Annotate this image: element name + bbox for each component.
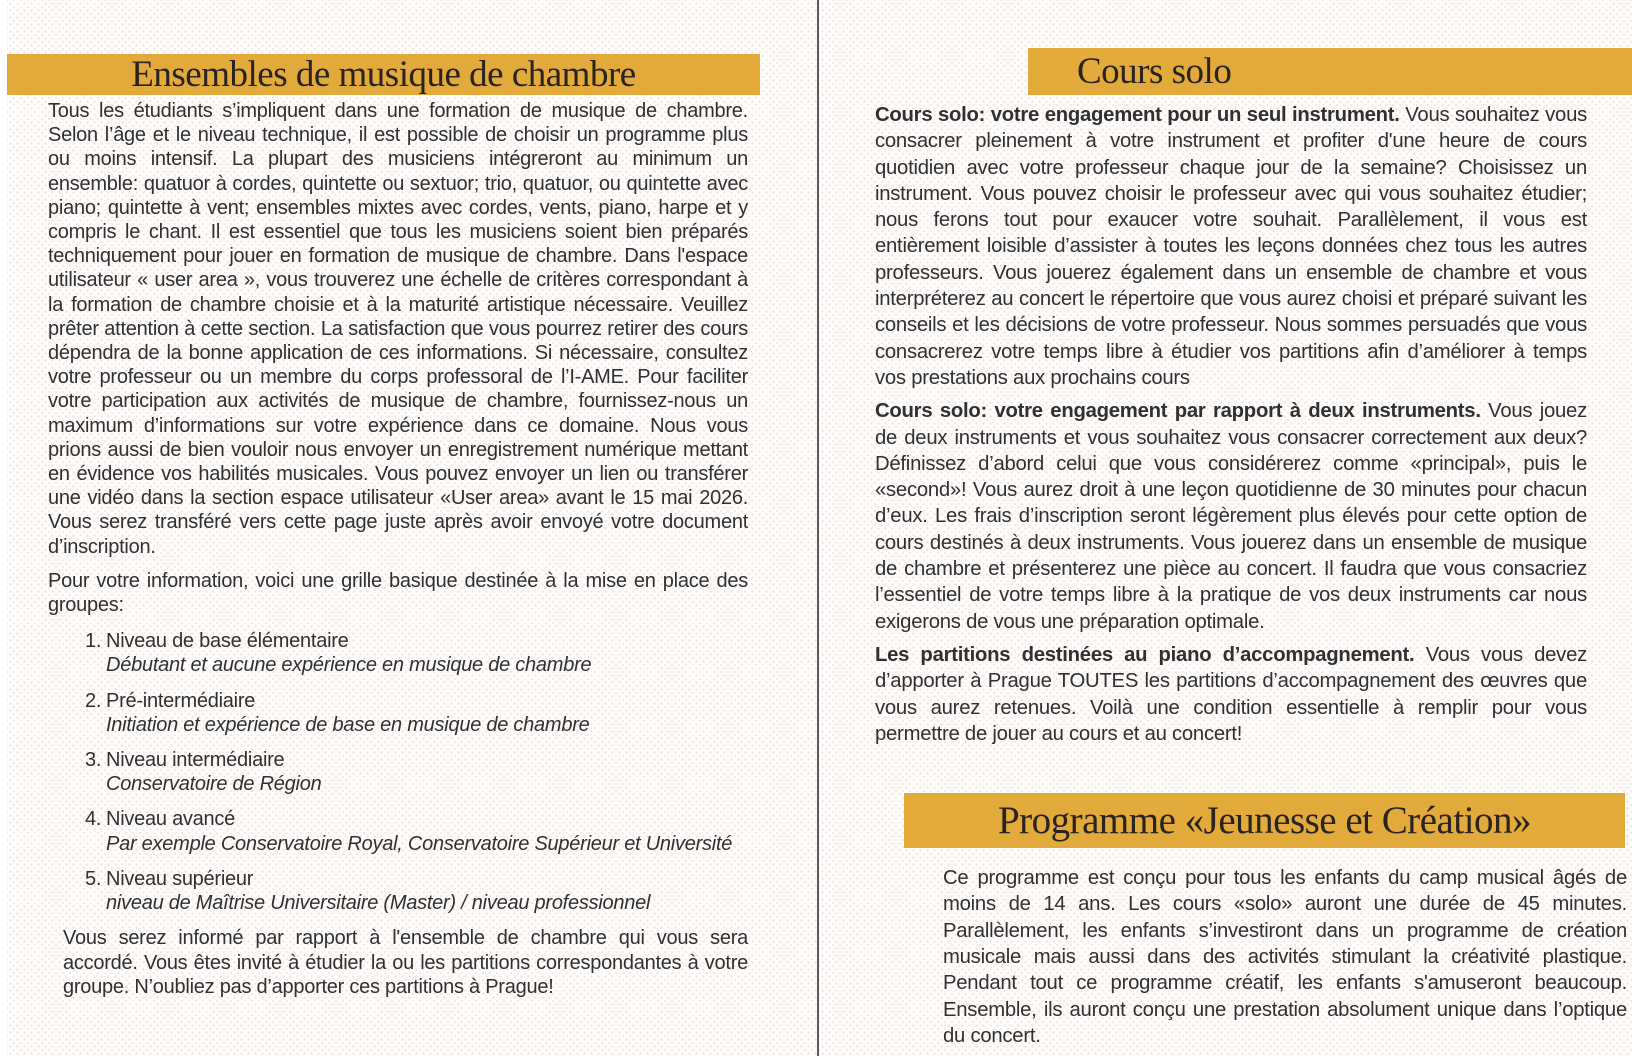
- chamber-music-body: [48, 99, 748, 999]
- level-label: Niveau supérieur: [106, 867, 254, 890]
- level-number: 2.: [85, 689, 102, 712]
- accompaniment-scores-lead: Les partitions destinées au piano d’accompagnement.: [875, 643, 1415, 666]
- level-number: 1.: [85, 630, 102, 653]
- level-label: Pré-intermédiaire: [106, 689, 256, 712]
- right-column: [819, 0, 1632, 1049]
- left-edge-margin: [0, 0, 7, 1056]
- level-detail: Par exemple Conservatoire Royal, Conservatoire Supérieur et Université: [106, 832, 733, 855]
- youth-creation-title: Programme «Jeunesse et Création»: [997, 799, 1532, 843]
- solo-courses-header-bar: [1028, 48, 1632, 95]
- level-number: 5.: [85, 867, 102, 890]
- solo-one-instrument-lead: Cours solo: votre engagement pour un seul instrument.: [875, 104, 1400, 126]
- level-number: 3.: [85, 749, 102, 772]
- levels-list: [48, 629, 748, 915]
- chamber-music-header-bar: [7, 54, 760, 95]
- level-item-4: [48, 807, 748, 855]
- level-item-5: [48, 867, 748, 915]
- solo-two-instruments-lead: Cours solo: votre engagement par rapport à deux instruments.: [875, 400, 1481, 423]
- level-detail: Initiation et expérience de base en musique de chambre: [106, 713, 590, 736]
- solo-one-instrument-text: Vous souhaitez vous consacrer pleinement à votre instrument et profiter d'une heure de cours quotidien avec votre professeur chaque jour de la semaine? Choisissez un instrument. Vous pouvez choisir le professeur avec qui vous souhaitez étudier; nous ferons tout pour exaucer votre souhait. Parallèlement, il vous est entièrement loisible d’assister à toutes les leçons données chez tous les autres professeurs. Vous jouerez également dans un ensemble de chambre et vous interpréterez au concert le répertoire que vous aurez choisi et préparé suivant les conseils et les décisions de votre professeur. Nous sommes persuadés que vous consacrerez votre temps libre à étudier vos partitions afin d’améliorer à temps vos prestations aux prochains cours: [875, 104, 1587, 389]
- level-label: Niveau de base élémentaire: [106, 630, 349, 653]
- solo-one-instrument-paragraph: [875, 102, 1587, 391]
- solo-two-instruments-paragraph: [875, 398, 1587, 635]
- chamber-music-title: Ensembles de musique de chambre: [131, 54, 636, 95]
- chamber-music-intro-paragraph: Tous les étudiants s’impliquent dans une formation de musique de chambre. Selon l’âge et le niveau technique, il est possible de choisir un programme plus ou moins intensif. La plupart des musiciens intégreront au minimum un ensemble: quatuor à cordes, quintette ou sextuor; trio, quatuor, ou quintette avec piano; quintette à vent; ensembles mixtes avec cordes, vents, piano, harpe et y compris le chant. Il est essentiel que tous les musiciens soient bien préparés techniquement pour jouer en formation de musique de chambre. Dans l'espace utilisateur « user area », vous trouverez une échelle de critères correspondant à la formation de chambre choisie et à la maturité artistique nécessaire. Veuillez prêter attention à cette section. La satisfaction que vous pourrez retirer des cours dépendra de la bonne application de ces informations. Si nécessaire, consultez votre professeur ou un membre du corps professoral de l’I-AME. Pour faciliter votre participation aux activités de musique de chambre, fournissez-nous un maximum d’informations sur votre expérience dans ce domaine. Nous vous prions aussi de bien vouloir nous envoyer un enregistrement numérique mettant en évidence vos habilités musicales. Vous pouvez envoyer un lien ou transférer une vidéo dans la section espace utilisateur «User area» avant le 15 mai 2026. Vous serez transféré vers cette page juste après avoir envoyé votre document d’inscription.: [48, 100, 748, 558]
- accompaniment-scores-text: Vous vous devez d’apporter à Prague TOUTES les partitions d’accompagnement des œuvres que vous aurez retenues. Voilà une condition essentielle à remplir pour vous permettre de jouer au cours et au concert!: [875, 643, 1587, 745]
- level-detail: niveau de Maîtrise Universitaire (Master) / niveau professionnel: [106, 892, 651, 915]
- accompaniment-scores-paragraph: [875, 642, 1587, 747]
- level-item-2: [48, 689, 748, 737]
- level-label: Niveau intermédiaire: [106, 749, 285, 772]
- level-detail: Conservatoire de Région: [106, 773, 322, 796]
- level-number: 4.: [85, 808, 102, 831]
- grid-intro-paragraph: Pour votre information, voici une grille basique destinée à la mise en place des groupes:: [48, 569, 748, 617]
- solo-two-instruments-text: Vous jouez de deux instruments et vous souhaitez vous consacrer correctement aux deux? Définissez d’abord celui que vous considérerez comme «principal», puis le «second»! Vous aurez droit à une leçon quotidienne de 30 minutes pour chacun d’eux. Les frais d’inscription seront légèrement plus élevés pour cette option de cours destinés à deux instruments. Vous jouerez dans un ensemble de musique de chambre et présenterez une pièce au concert. Il faudra que vous consacriez l’essentiel de votre temps libre à la pratique de vos deux instruments car nous exigerons de vous une préparation optimale.: [875, 400, 1587, 633]
- left-column: [7, 0, 817, 1009]
- level-item-3: [48, 748, 748, 796]
- level-label: Niveau avancé: [106, 808, 236, 831]
- level-detail: Débutant et aucune expérience en musique de chambre: [106, 654, 592, 677]
- solo-courses-title: Cours solo: [1077, 51, 1232, 92]
- solo-courses-body: [875, 102, 1587, 747]
- youth-creation-header-bar: [904, 793, 1625, 848]
- youth-creation-paragraph: Ce programme est conçu pour tous les enfants du camp musical âgés de moins de 14 ans. Les cours «solo» auront une durée de 45 minutes. Parallèlement, les enfants s’investiront dans un programme de création musicale mais aussi dans des activités stimulant la créativité plastique. Pendant tout ce programme créatif, les enfants s'amuseront beaucoup. Ensemble, ils auront conçu une prestation absolument unique dans l’optique du concert.: [943, 867, 1627, 1047]
- chamber-music-closing-paragraph: Vous serez informé par rapport à l'ensemble de chambre qui vous sera accordé. Vous êtes invité à étudier la ou les partitions correspondantes à votre groupe. N’oubliez pas d’apporter ces partitions à Prague!: [63, 927, 748, 998]
- level-item-1: [48, 629, 748, 677]
